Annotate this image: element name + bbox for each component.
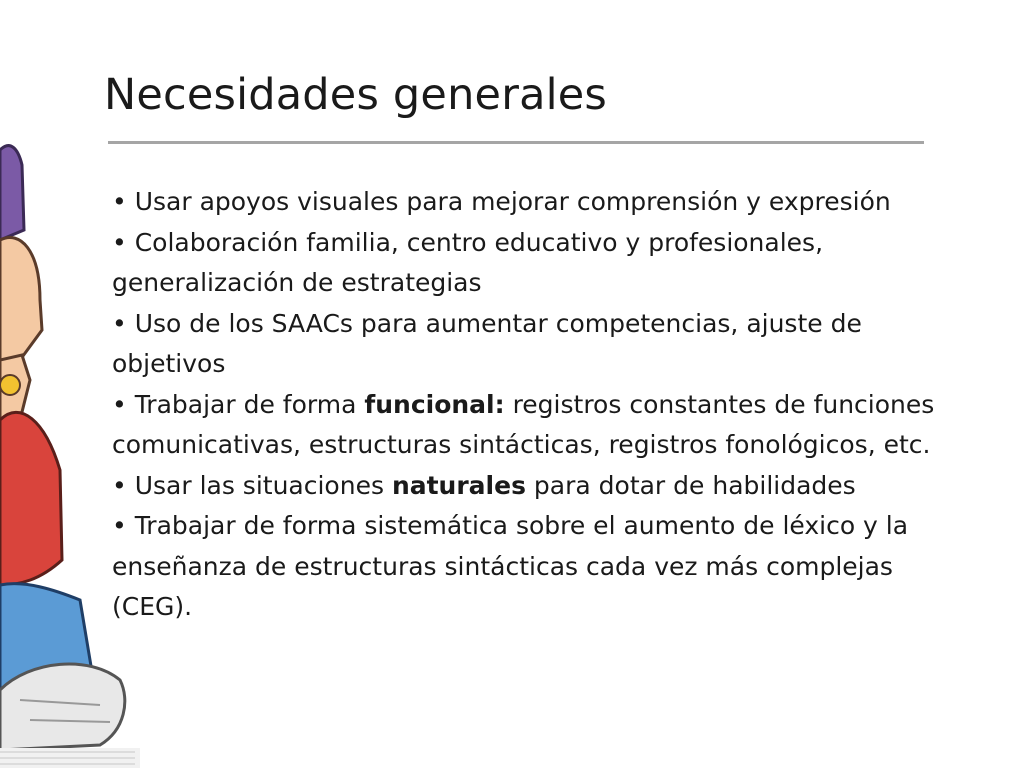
bullet-text: Trabajar de forma — [134, 389, 365, 419]
bullet-marker: • — [112, 227, 135, 257]
bullet-marker: • — [112, 511, 135, 540]
slide-title: Necesidades generales — [104, 70, 608, 120]
bullet-emphasis: naturales — [391, 470, 526, 500]
bullet-text: Trabajar de forma sistemática sobre el aumento de léxico y la enseñanza de estructuras sintácticas cada vez más complejas (CEG). — [112, 511, 909, 621]
bullet-marker: • — [112, 470, 135, 500]
bullet-item — [112, 466, 962, 507]
bullet-text: registros constantes de funciones comunicativas, estructuras sintácticas, registros fonológicos, etc. — [112, 389, 935, 459]
bullet-item — [112, 304, 962, 385]
bullet-item — [112, 385, 962, 466]
title-divider — [108, 141, 924, 144]
bullet-list — [112, 182, 962, 628]
bullet-text: Uso de los SAACs para aumentar competencias, ajuste de objetivos — [112, 308, 862, 378]
bullet-marker: • — [112, 308, 135, 338]
bullet-item — [112, 223, 962, 304]
bullet-marker: • — [112, 187, 135, 216]
bullet-text: Usar las situaciones — [134, 470, 392, 500]
bullet-text: Colaboración familia, centro educativo y profesionales, generalización de estrategias — [112, 227, 824, 297]
bullet-item — [112, 182, 962, 223]
bullet-text: Usar apoyos visuales para mejorar comprensión y expresión — [134, 187, 891, 216]
bullet-emphasis: funcional: — [364, 389, 505, 419]
bullet-item — [112, 506, 962, 628]
bullet-text: para dotar de habilidades — [525, 470, 856, 500]
bullet-marker: • — [112, 389, 135, 419]
